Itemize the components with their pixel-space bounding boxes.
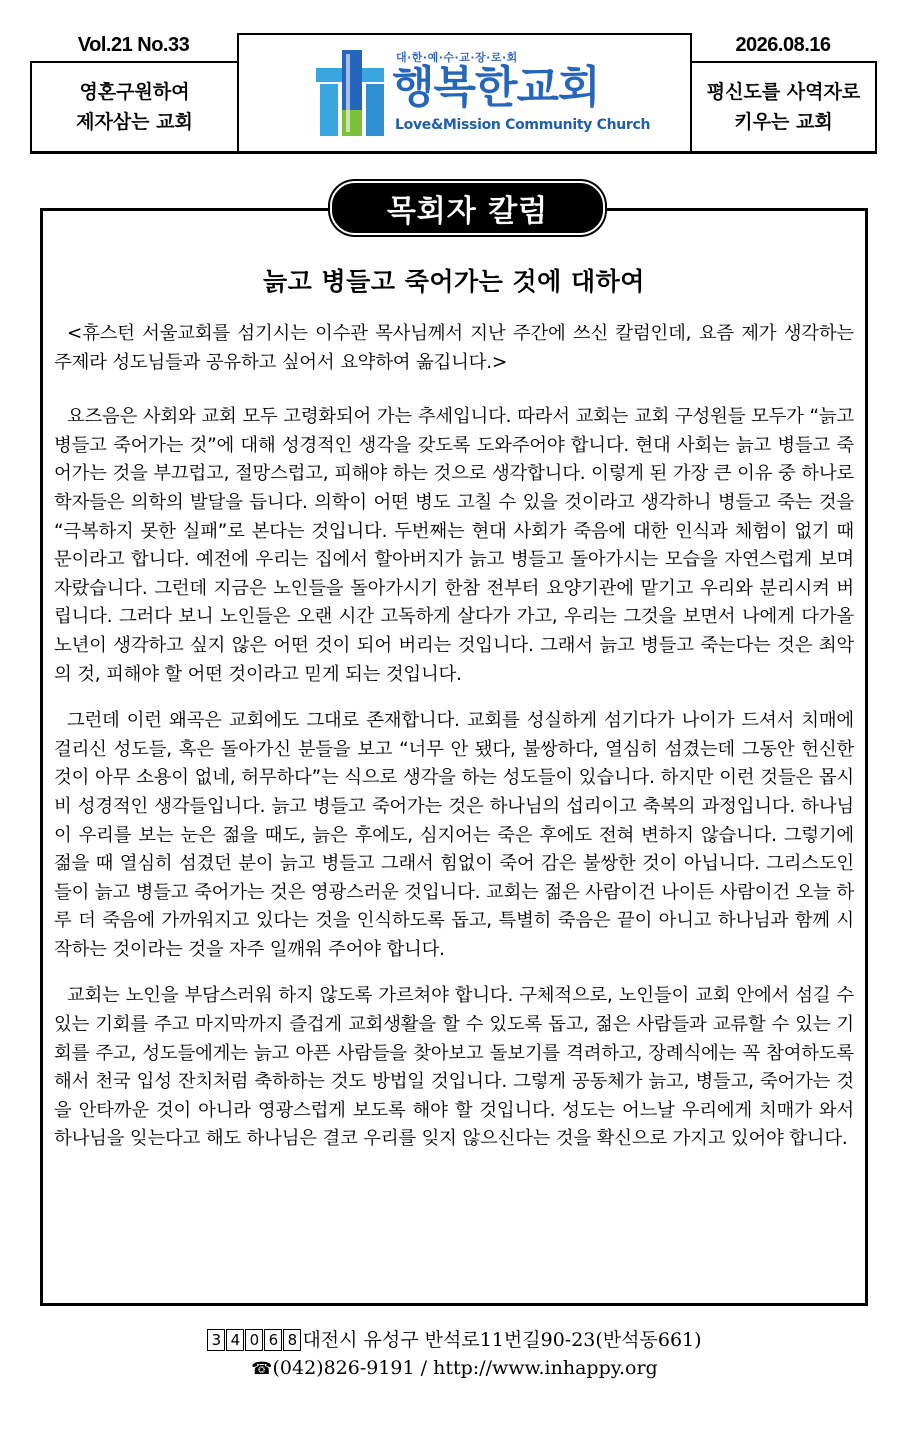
footer bbox=[0, 1326, 909, 1383]
church-english-name: Love&Mission Community Church bbox=[395, 117, 651, 133]
church-name: 행복한교회 bbox=[392, 62, 600, 113]
issue-date: 2026.08.16 bbox=[735, 33, 831, 56]
zip-digit: 0 bbox=[245, 1329, 263, 1351]
motto-right-line-1: 평신도를 사역자로 bbox=[706, 81, 861, 103]
paragraph-2: 그런데 이런 왜곡은 교회에도 그대로 존재합니다. 교회를 성실하게 섬기다가 나이가 드셔서 치매에 걸리신 성도들, 혹은 돌아가신 분들을 보고 “너무 안 됐다, 불쌍하다, 열심히 섬겼는데 그동안 헌신한 것이 아무 소용이 없네, 허무하다”는 식으로 생각을 하는 성도들이 있습니다. 하지만 이런 것들은 몹시 비 성경적인 생각들입니다. 늙고 병들고 죽어가는 것은 하나님의 섭리이고 축복의 과정입니다. 하나님이 우리를 보는 눈은 젊을 때도, 늙은 후에도, 심지어는 죽은 후에도 전혀 변하지 않습니다. 그렇기에 젊을 때 열심히 섬겼던 분이 늙고 병들고 그래서 힘없이 죽어 감은 불쌍한 것이 아닙니다. 그리스도인들이 늙고 병들고 죽어가는 것은 영광스러운 것입니다. 교회는 젊은 사람이건 나이든 사람이건 오늘 하루 더 죽음에 가까워지고 있다는 것을 인식하도록 돕고, 특별히 죽음은 끝이 아니고 하나님과 함께 시작하는 것이라는 것을 자주 일깨워 주어야 합니다. bbox=[54, 710, 854, 960]
zip-digit: 3 bbox=[207, 1329, 225, 1351]
motto-left-line-2: 제자삼는 교회 bbox=[76, 111, 193, 133]
denomination-label: 대·한·예·수·교·장·로·회 bbox=[396, 51, 518, 64]
address-line bbox=[0, 1326, 909, 1354]
website-link[interactable]: http://www.inhappy.org bbox=[433, 1357, 658, 1379]
intro-paragraph: <휴스턴 서울교회를 섬기시는 이수관 목사님께서 지난 주간에 쓰신 칼럼인데, 요즘 제가 생각하는 주제라 성도님들과 공유하고 싶어서 요약하여 옮깁니다.> bbox=[54, 323, 854, 373]
motto-right-line-2: 키우는 교회 bbox=[734, 111, 833, 133]
contact-separator: / bbox=[414, 1357, 434, 1379]
zip-digit: 4 bbox=[226, 1329, 244, 1351]
banner-label: 목회자 칼럼 bbox=[386, 194, 549, 229]
telephone-icon: ☎ bbox=[251, 1359, 273, 1379]
paragraph-1: 요즈음은 사회와 교회 모두 고령화되어 가는 추세입니다. 따라서 교회는 교회 구성원들 모두가 “늙고 병들고 죽어가는 것”에 대해 성경적인 생각을 갖도록 도와주어야 합니다. 현대 사회는 늙고 병들고 죽어가는 것을 부끄럽고, 절망스럽고, 피해야 하는 것으로 생각합니다. 이렇게 된 가장 큰 이유 중 하나로 학자들은 의학의 발달을 듭니다. 의학이 어떤 병도 고칠 수 있을 것이라고 생각하니 병들고 죽는 것을 “극복하지 못한 실패”로 본다는 것입니다. 두번째는 현대 사회가 죽음에 대한 인식과 체험이 없기 때문이라고 합니다. 예전에 우리는 집에서 할아버지가 늙고 병들고 돌아가시는 모습을 자연스럽게 보며 자랐습니다. 그런데 지금은 노인들을 돌아가시기 한참 전부터 요양기관에 맡기고 우리와 분리시켜 버립니다. 그러다 보니 노인들은 오랜 시간 고독하게 살다가 가고, 우리는 그것을 보면서 나에게 다가올 노년이 생각하고 싶지 않은 어떤 것이 되어 버리는 것입니다. 그래서 늙고 병들고 죽는다는 것은 최악의 것, 피해야 할 어떤 것이라고 믿게 되는 것입니다. bbox=[54, 406, 854, 685]
motto-left-line-1: 영혼구원하여 bbox=[79, 81, 190, 103]
volume-number: Vol.21 No.33 bbox=[77, 33, 190, 56]
address-text: 대전시 유성구 반석로11번길90-23(반석동661) bbox=[302, 1329, 702, 1351]
motto-right bbox=[707, 77, 860, 137]
motto-left-box bbox=[30, 61, 239, 154]
cross-logo-icon bbox=[316, 50, 388, 138]
phone-number: (042)826-9191 bbox=[272, 1357, 415, 1379]
motto-left bbox=[76, 77, 193, 137]
motto-right-box bbox=[690, 61, 877, 154]
zip-digit: 8 bbox=[283, 1329, 301, 1351]
paragraph-3: 교회는 노인을 부담스러워 하지 않도록 가르쳐야 합니다. 구체적으로, 노인들이 교회 안에서 섬길 수 있는 기회를 주고 마지막까지 즐겁게 교회생활을 할 수 있도록 돕고, 젊은 사람들과 교류할 수 있는 기회를 주고, 성도들에게는 늙고 아픈 사람들을 찾아보고 돌보기를 격려하고, 장례식에는 꼭 참여하도록 해서 천국 입성 잔치처럼 축하하는 것도 방법일 것입니다. 그렇게 공동체가 늙고, 병들고, 죽어가는 것을 안타까운 것이 아니라 영광스럽게 보도록 해야 할 것입니다. 성도는 어느날 우리에게 치매가 와서 하나님을 잊는다고 해도 하나님은 결코 우리를 잊지 않으신다는 것을 확신으로 가지고 있어야 합니다. bbox=[54, 985, 854, 1150]
column-body bbox=[54, 320, 854, 1172]
column-banner bbox=[330, 181, 605, 235]
church-logo-box bbox=[237, 33, 692, 154]
column-title: 늙고 병들고 죽어가는 것에 대하여 bbox=[263, 267, 645, 296]
contact-line bbox=[0, 1354, 909, 1383]
zip-digit: 6 bbox=[264, 1329, 282, 1351]
